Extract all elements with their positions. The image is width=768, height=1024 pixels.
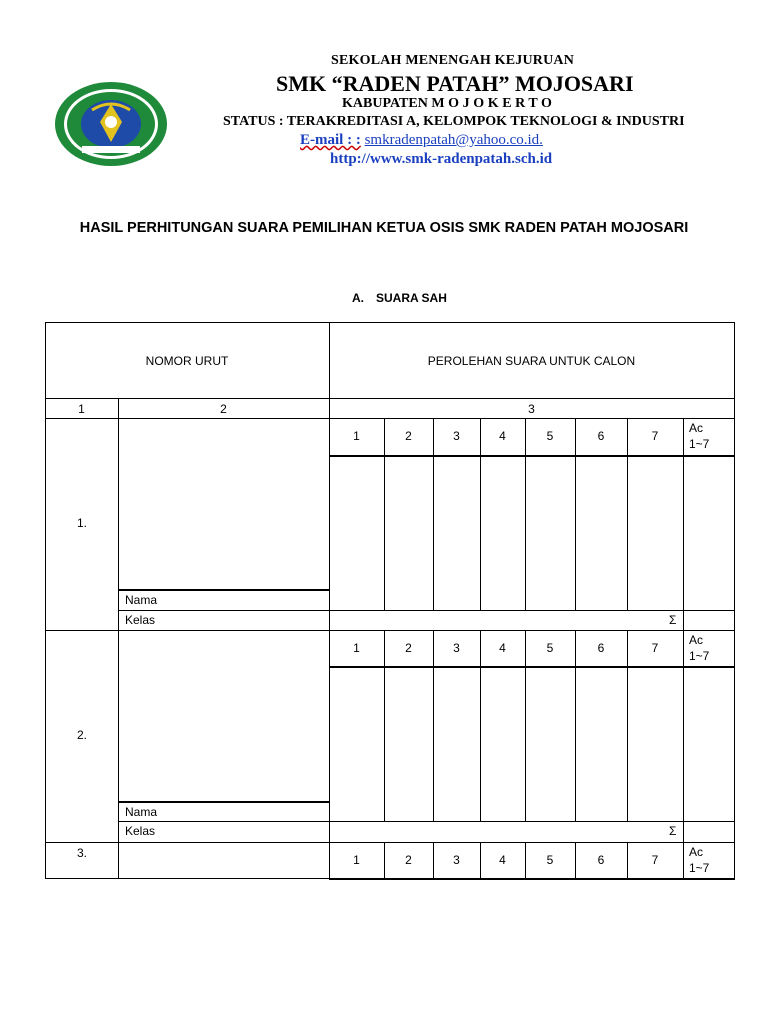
grid-line [329,610,735,611]
grid-line [525,842,526,878]
email-link[interactable]: smkradenpatah@yahoo.co.id. [364,132,543,148]
grid-line [627,418,628,610]
candidate-col-header: 4 [499,853,506,867]
candidate-col-header: 2 [405,641,412,655]
grid-line [433,630,434,821]
nama-label: Nama [125,593,158,607]
grid-line [433,418,434,610]
school-email [300,132,543,149]
school-logo [52,80,170,168]
candidate-col-header: 3 [453,429,460,443]
grid-line [683,842,684,878]
school-name: SMK “RADEN PATAH” MOJOSARI [276,71,634,96]
row-number: 1. [77,516,88,530]
grid-line [45,878,735,879]
candidate-col-header: 5 [546,429,554,443]
grid-line [329,322,330,878]
grid-line [45,322,735,323]
grid-line [384,418,385,610]
grid-line [45,398,735,399]
candidate-col-header: 1 [353,853,360,867]
grid-line [45,322,46,878]
grid-line [384,842,385,878]
grid-line [329,455,735,457]
candidate-col-header: 6 [597,641,605,655]
school-type: SEKOLAH MENENGAH KEJURUAN [331,53,575,68]
candidate-col-header: 3 [453,853,460,867]
index-col-1: 1 [78,402,85,416]
candidate-col-header: 5 [546,853,554,867]
index-col-3: 3 [528,402,535,416]
kelas-label: Kelas [125,613,156,627]
grid-line [575,842,576,878]
grid-line [575,630,576,821]
grid-line [118,801,330,803]
candidate-col-header: 2 [405,853,412,867]
candidate-col-header: 5 [546,641,554,655]
candidate-col-header: 6 [597,853,605,867]
nama-label: Nama [125,805,158,819]
grid-line [118,398,119,878]
grid-line [575,418,576,610]
grid-line [734,322,735,879]
grid-line [45,630,735,631]
sum-symbol: Σ [669,824,677,838]
grid-line [627,842,628,878]
index-col-2: 2 [220,402,227,416]
header-nomor-urut: NOMOR URUT [145,354,229,368]
candidate-col-header: 6 [597,429,605,443]
grid-line [384,630,385,821]
candidate-col-header: 4 [499,641,506,655]
row-number: 2. [77,728,88,742]
sum-symbol: Σ [669,613,677,627]
accumulation-label: Ac [689,845,704,859]
grid-line [480,630,481,821]
grid-line [118,589,330,591]
kelas-label: Kelas [125,824,156,838]
candidate-col-header: 4 [499,429,506,443]
candidate-col-header: 7 [651,641,659,655]
accumulation-range: 1~7 [689,861,710,875]
grid-line [683,418,684,610]
candidate-col-header: 3 [453,641,460,655]
candidate-col-header: 2 [405,429,412,443]
grid-line [329,666,735,668]
grid-line [45,418,735,419]
school-status: STATUS : TERAKREDITASI A, KELOMPOK TEKNOLOGI & INDUSTRI [223,114,685,129]
candidate-col-header: 7 [651,429,659,443]
section-heading: A. SUARA SAH [352,291,447,305]
grid-line [329,821,735,822]
accumulation-range: 1~7 [689,437,710,451]
grid-line [45,842,735,843]
accumulation-label: Ac [689,421,704,435]
accumulation-label: Ac [689,633,704,647]
candidate-col-header: 1 [353,429,360,443]
document-title: HASIL PERHITUNGAN SUARA PEMILIHAN KETUA OSIS SMK RADEN PATAH MOJOSARI [79,220,689,236]
accumulation-range: 1~7 [689,649,710,663]
grid-line [627,630,628,821]
grid-line [683,630,684,821]
grid-line [480,842,481,878]
grid-line [525,418,526,610]
grid-line [525,630,526,821]
school-region: KABUPATEN MOJOKERTO [342,96,556,111]
grid-line [433,842,434,878]
header-perolehan-suara: PEROLEHAN SUARA UNTUK CALON [427,354,636,368]
grid-line [683,610,684,630]
school-website[interactable]: http://www.smk-radenpatah.sch.id [330,151,553,167]
grid-line [683,821,684,842]
grid-line [480,418,481,610]
email-label: E-mail : : [300,132,361,148]
candidate-col-header: 1 [353,641,360,655]
row-number: 3. [77,846,88,860]
candidate-col-header: 7 [651,853,659,867]
